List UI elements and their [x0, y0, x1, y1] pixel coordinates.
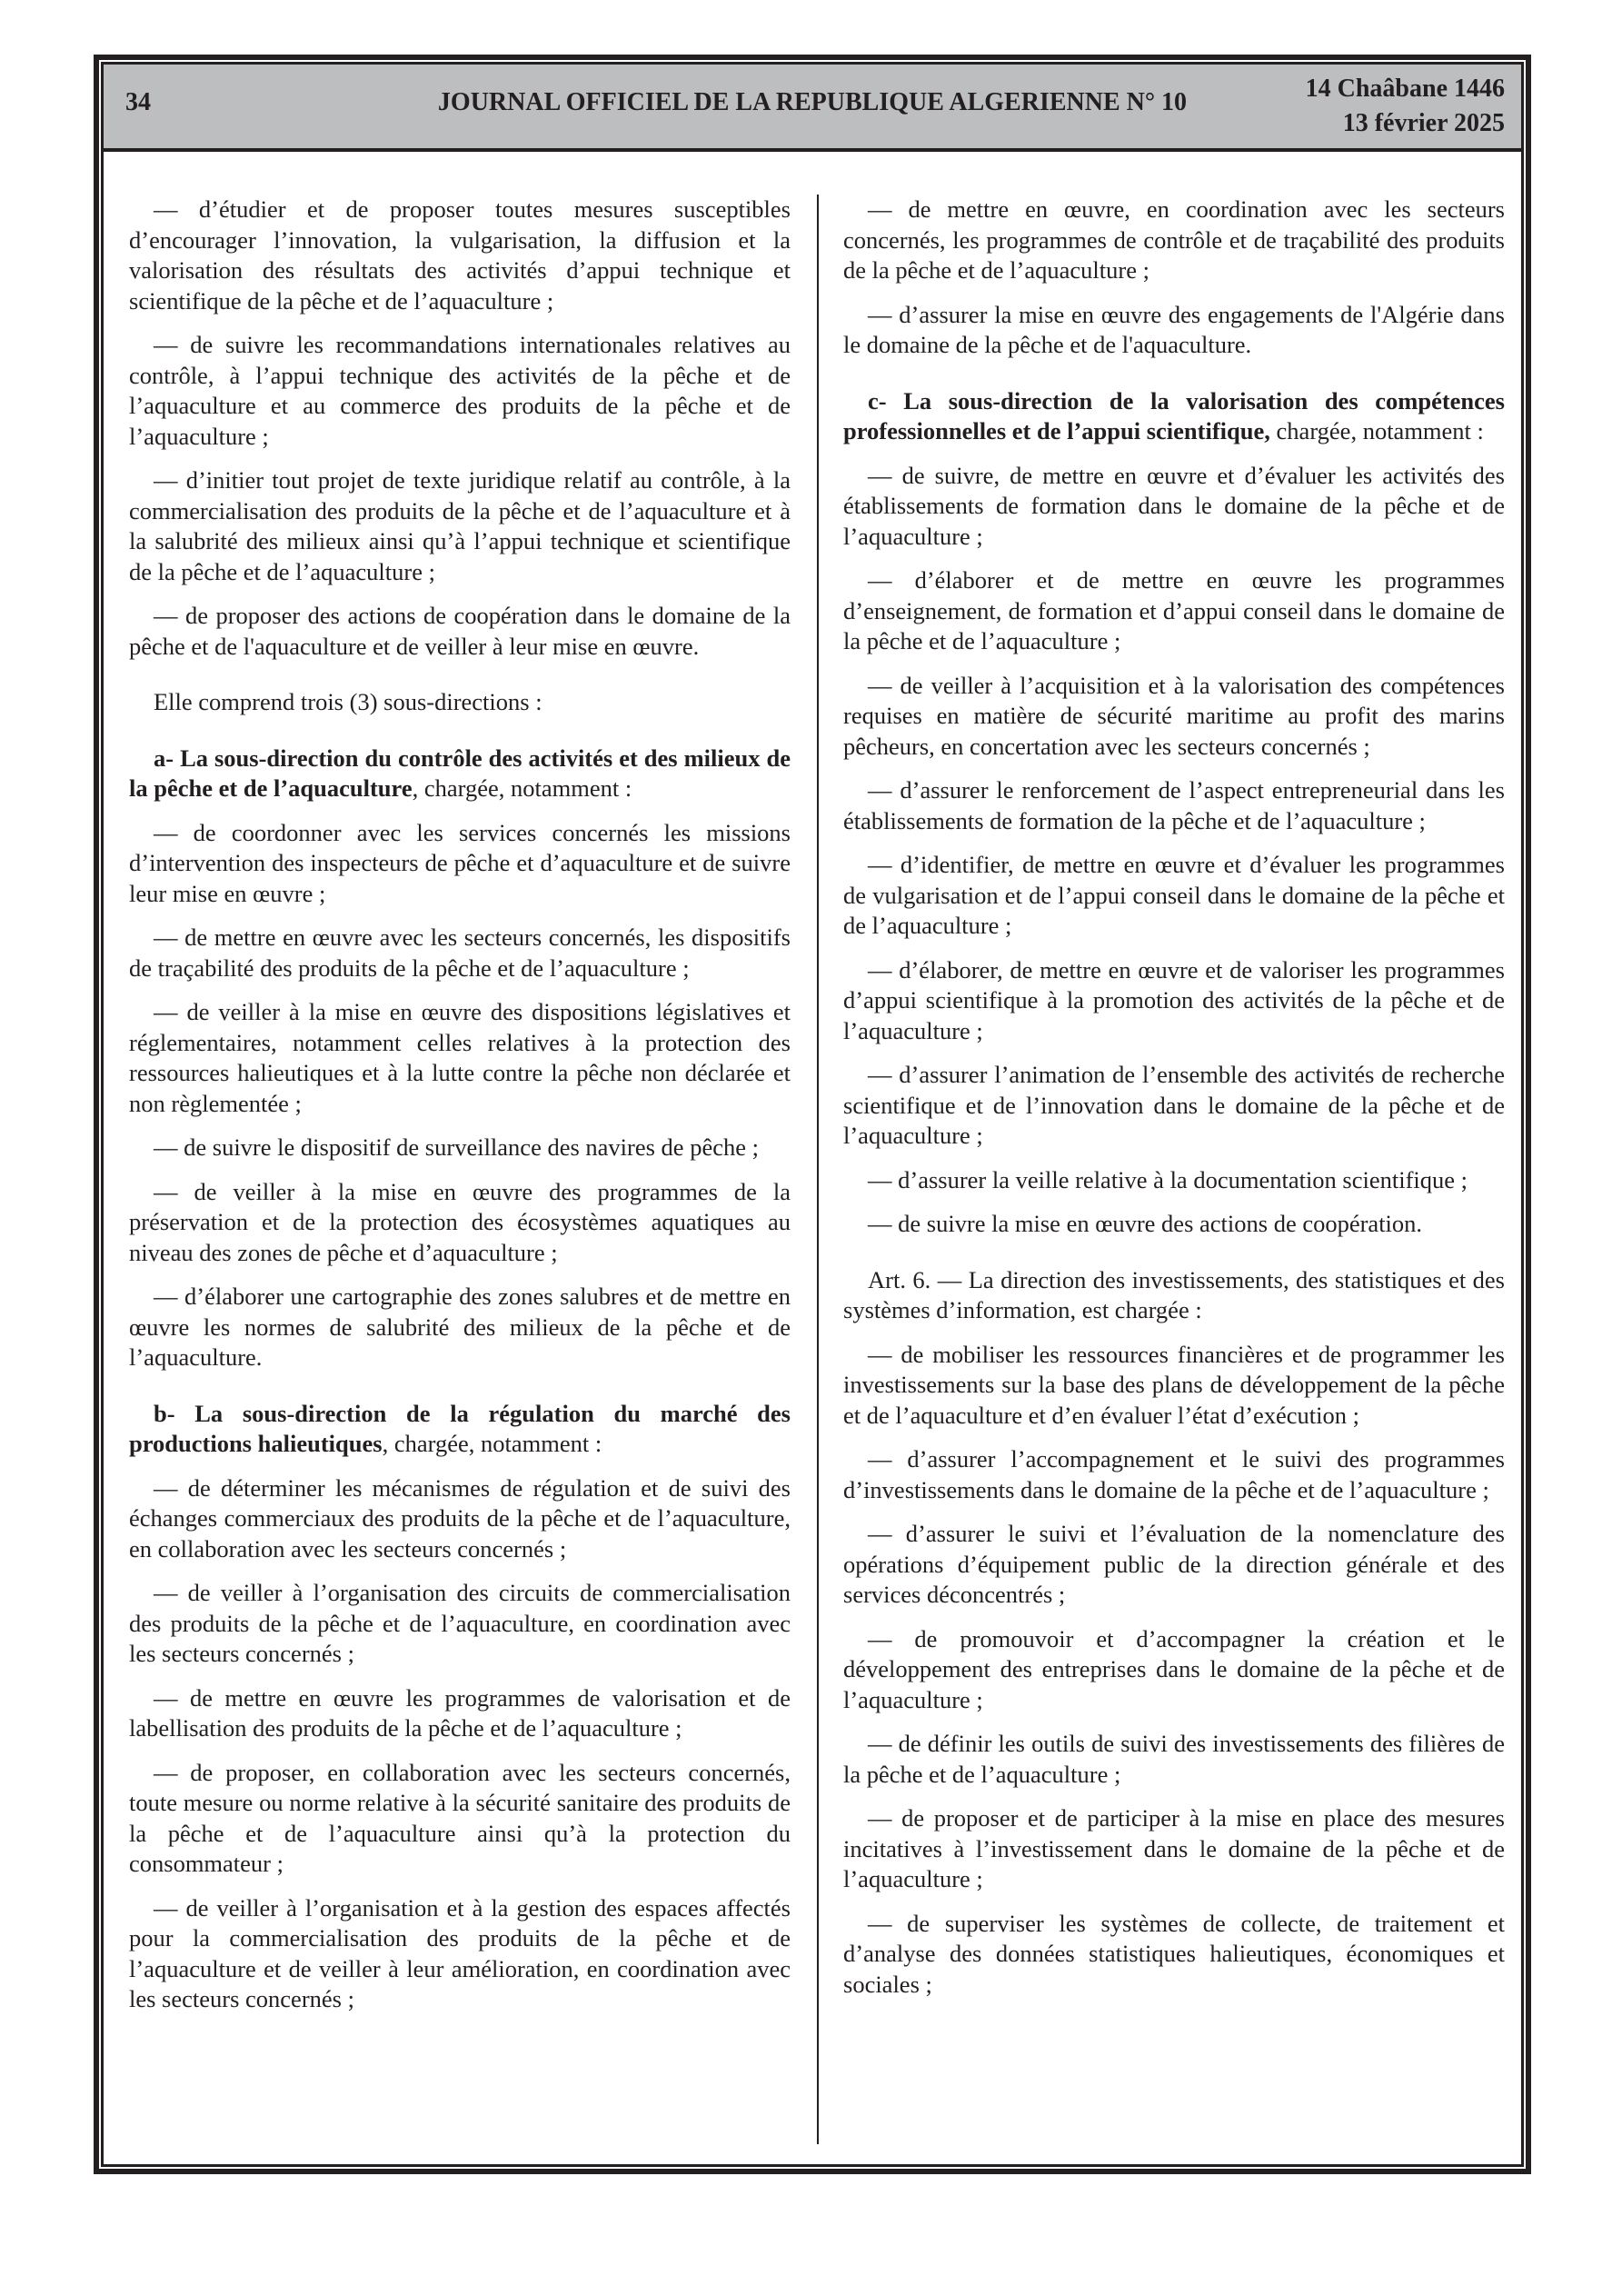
paragraph — [843, 955, 1505, 1047]
journal-title: JOURNAL OFFICIEL DE LA REPUBLIQUE ALGERIENNE N° 10 — [437, 88, 1188, 116]
paragraph — [129, 195, 791, 316]
paragraph — [843, 565, 1505, 657]
paragraph-text: — de veiller à la mise en œuvre des dispositions législatives et réglementaires, notamment celles relatives à la protection des ressources halieutiques et à la lutte contre la pêche non déclarée et non règlementée ; — [129, 998, 791, 1117]
paragraph-text: — de proposer des actions de coopération dans le domaine de la pêche et de l'aquaculture et de veiller à leur mise en œuvre. — [129, 602, 791, 660]
paragraph — [129, 1473, 791, 1565]
paragraph-text: — de déterminer les mécanismes de régulation et de suivi des échanges commerciaux des produits de la pêche et de l’aquaculture, en collaboration avec les secteurs concernés ; — [129, 1473, 791, 1562]
paragraph — [129, 687, 791, 718]
paragraph — [129, 997, 791, 1119]
paragraph-text: chargée, notamment : — [1269, 417, 1484, 444]
paragraph — [129, 1578, 791, 1670]
paragraph-text: — de mettre en œuvre avec les secteurs concernés, les dispositifs de traçabilité des produits de la pêche et de l’aquaculture ; — [129, 923, 791, 982]
paragraph-text: — de proposer, en collaboration avec les secteurs concernés, toute mesure ou norme relative à la sécurité sanitaire des produits de la pêche et de l’aquaculture ainsi qu’à la protection du consommateur ; — [129, 1758, 791, 1877]
section-heading: c- La sous-direction de la valorisation des compétences professionnelles et de l’appui scientifique, — [843, 386, 1505, 444]
paragraph-text: — de suivre, de mettre en œuvre et d’évaluer les activités des établissements de formation dans le domaine de la pêche et de l’aquaculture ; — [843, 461, 1505, 550]
section-heading: a- La sous-direction du contrôle des activités et des milieux de la pêche et de l’aquaculture — [129, 744, 791, 802]
paragraph — [129, 330, 791, 452]
paragraph-text: — de mettre en œuvre, en coordination avec les secteurs concernés, les programmes de contrôle et de traçabilité des produits de la pêche et de l’aquaculture ; — [843, 195, 1505, 284]
paragraph — [129, 744, 791, 804]
paragraph-text: — de veiller à l’acquisition et à la valorisation des compétences requises en matière de sécurité maritime au profit des marins pêcheurs, en concertation avec les secteurs concernés ; — [843, 671, 1505, 760]
paragraph-text: — d’assurer l’animation de l’ensemble des activités de recherche scientifique et de l’innovation dans le domaine de la pêche et de l’aquaculture ; — [843, 1061, 1505, 1149]
left-column — [129, 195, 791, 2029]
paragraph — [843, 1803, 1505, 1895]
paragraph-text: — de veiller à l’organisation des circuits de commercialisation des produits de la pêche et de l’aquaculture, en coordination avec les secteurs concernés ; — [129, 1579, 791, 1667]
page-number: 34 — [125, 88, 151, 116]
section-heading: b- La sous-direction de la régulation du marché des productions halieutiques — [129, 1399, 791, 1457]
paragraph — [129, 465, 791, 587]
paragraph — [843, 1444, 1505, 1505]
paragraph — [129, 1399, 791, 1460]
paragraph-text: — d’assurer l’accompagnement et le suivi des programmes d’investissements dans le domaine de la pêche et de l’aquaculture ; — [843, 1445, 1505, 1503]
paragraph-text: — d’initier tout projet de texte juridique relatif au contrôle, à la commercialisation des produits de la pêche et de l’aquaculture et à la salubrité des milieux ainsi qu’à l’appui technique et scientifique de la pêche et de l’aquaculture ; — [129, 466, 791, 585]
paragraph — [843, 300, 1505, 361]
paragraph — [129, 1177, 791, 1269]
paragraph-text: Elle comprend trois (3) sous-directions : — [154, 688, 542, 715]
paragraph-text: — de veiller à la mise en œuvre des programmes de la préservation et de la protection des écosystèmes aquatiques au niveau des zones de pêche et d’aquaculture ; — [129, 1177, 791, 1266]
paragraph-text: , chargée, notamment : — [412, 774, 632, 802]
paragraph-text: — de superviser les systèmes de collecte, de traitement et d’analyse des données statistiques halieutiques, économiques et sociales ; — [843, 1909, 1505, 1998]
paragraph — [843, 195, 1505, 286]
paragraph-text: , chargée, notamment : — [382, 1430, 602, 1457]
paragraph — [129, 1133, 791, 1163]
paragraph-text: — de veiller à l’organisation et à la gestion des espaces affectés pour la commercialisation des produits de la pêche et de l’aquaculture et de veiller à leur amélioration, en coordination avec les secteurs concernés ; — [129, 1893, 791, 2012]
paragraph — [843, 775, 1505, 836]
right-column — [843, 195, 1505, 2013]
date-gregorian: 13 février 2025 — [1342, 109, 1505, 137]
paragraph — [129, 1893, 791, 2015]
paragraph — [129, 818, 791, 910]
date-hijri: 14 Chaâbane 1446 — [1305, 75, 1505, 103]
paragraph — [129, 923, 791, 983]
paragraph-text: — d’élaborer une cartographie des zones salubres et de mettre en œuvre les normes de salubrité des milieux de la pêche et de l’aquaculture. — [129, 1283, 791, 1371]
paragraph — [843, 1340, 1505, 1432]
paragraph-text: Art. 6. — La direction des investissements, des statistiques et des systèmes d’information, est chargée : — [843, 1265, 1505, 1323]
paragraph-text: — de suivre le dispositif de surveillance des navires de pêche ; — [154, 1133, 759, 1161]
paragraph-text: — de proposer et de participer à la mise en place des mesures incitatives à l’investissement dans le domaine de la pêche et de l’aquaculture ; — [843, 1804, 1505, 1892]
paragraph — [843, 1209, 1505, 1240]
paragraph-text: — d’assurer la mise en œuvre des engagements de l'Algérie dans le domaine de la pêche et de l'aquaculture. — [843, 300, 1505, 358]
paragraph — [843, 1729, 1505, 1790]
paragraph-text: — de définir les outils de suivi des investissements des filières de la pêche et de l’aquaculture ; — [843, 1730, 1505, 1788]
paragraph — [129, 1758, 791, 1880]
paragraph — [843, 461, 1505, 553]
paragraph-text: — d’assurer la veille relative à la documentation scientifique ; — [868, 1165, 1468, 1193]
paragraph — [129, 1683, 791, 1744]
paragraph — [843, 671, 1505, 763]
paragraph-text: — de mettre en œuvre les programmes de valorisation et de labellisation des produits de la pêche et de l’aquaculture ; — [129, 1683, 791, 1742]
issue-date — [1306, 72, 1505, 141]
column-divider — [817, 195, 819, 2144]
paragraph-text: — d’assurer le renforcement de l’aspect entrepreneurial dans les établissements de formation de la pêche et de l’aquaculture ; — [843, 776, 1505, 834]
paragraph — [843, 1265, 1505, 1326]
paragraph — [843, 386, 1505, 447]
paragraph — [843, 1624, 1505, 1716]
paragraph-text: — de mobiliser les ressources financières et de programmer les investissements sur la base des plans de développement de la pêche et de l’aquaculture et d’en évaluer l’état d’exécution ; — [843, 1340, 1505, 1429]
paragraph-text: — d’élaborer et de mettre en œuvre les programmes d’enseignement, de formation et d’appui conseil dans le domaine de la pêche et de l’aquaculture ; — [843, 566, 1505, 654]
paragraph-text: — d’étudier et de proposer toutes mesures susceptibles d’encourager l’innovation, la vulgarisation, la diffusion et la valorisation des résultats des activités d’appui technique et scientifique de la pêche et de l’aquaculture ; — [129, 195, 791, 314]
paragraph — [843, 1519, 1505, 1611]
paragraph — [843, 1165, 1505, 1196]
paragraph-text: — de suivre les recommandations internationales relatives au contrôle, à l’appui technique des activités de la pêche et de l’aquaculture et au commerce des produits de la pêche et de l’aquaculture ; — [129, 331, 791, 450]
journal-header — [104, 65, 1521, 152]
paragraph — [129, 1282, 791, 1373]
paragraph-text: — de promouvoir et d’accompagner la création et le développement des entreprises dans le domaine de la pêche et de l’aquaculture ; — [843, 1624, 1505, 1713]
paragraph-text: — de suivre la mise en œuvre des actions de coopération. — [868, 1210, 1423, 1237]
paragraph-text: — de coordonner avec les services concernés les missions d’intervention des inspecteurs de pêche et d’aquaculture et de suivre leur mise en œuvre ; — [129, 818, 791, 907]
paragraph — [129, 601, 791, 662]
paragraph — [843, 1909, 1505, 2001]
paragraph-text: — d’assurer le suivi et l’évaluation de la nomenclature des opérations d’équipement public de la direction générale et des services déconcentrés ; — [843, 1520, 1505, 1608]
paragraph — [843, 850, 1505, 942]
paragraph-text: — d’élaborer, de mettre en œuvre et de valoriser les programmes d’appui scientifique à la promotion des activités de la pêche et de l’aquaculture ; — [843, 955, 1505, 1044]
paragraph-text: — d’identifier, de mettre en œuvre et d’évaluer les programmes de vulgarisation et de l’appui conseil dans le domaine de la pêche et de l’aquaculture ; — [843, 851, 1505, 939]
paragraph — [843, 1060, 1505, 1152]
